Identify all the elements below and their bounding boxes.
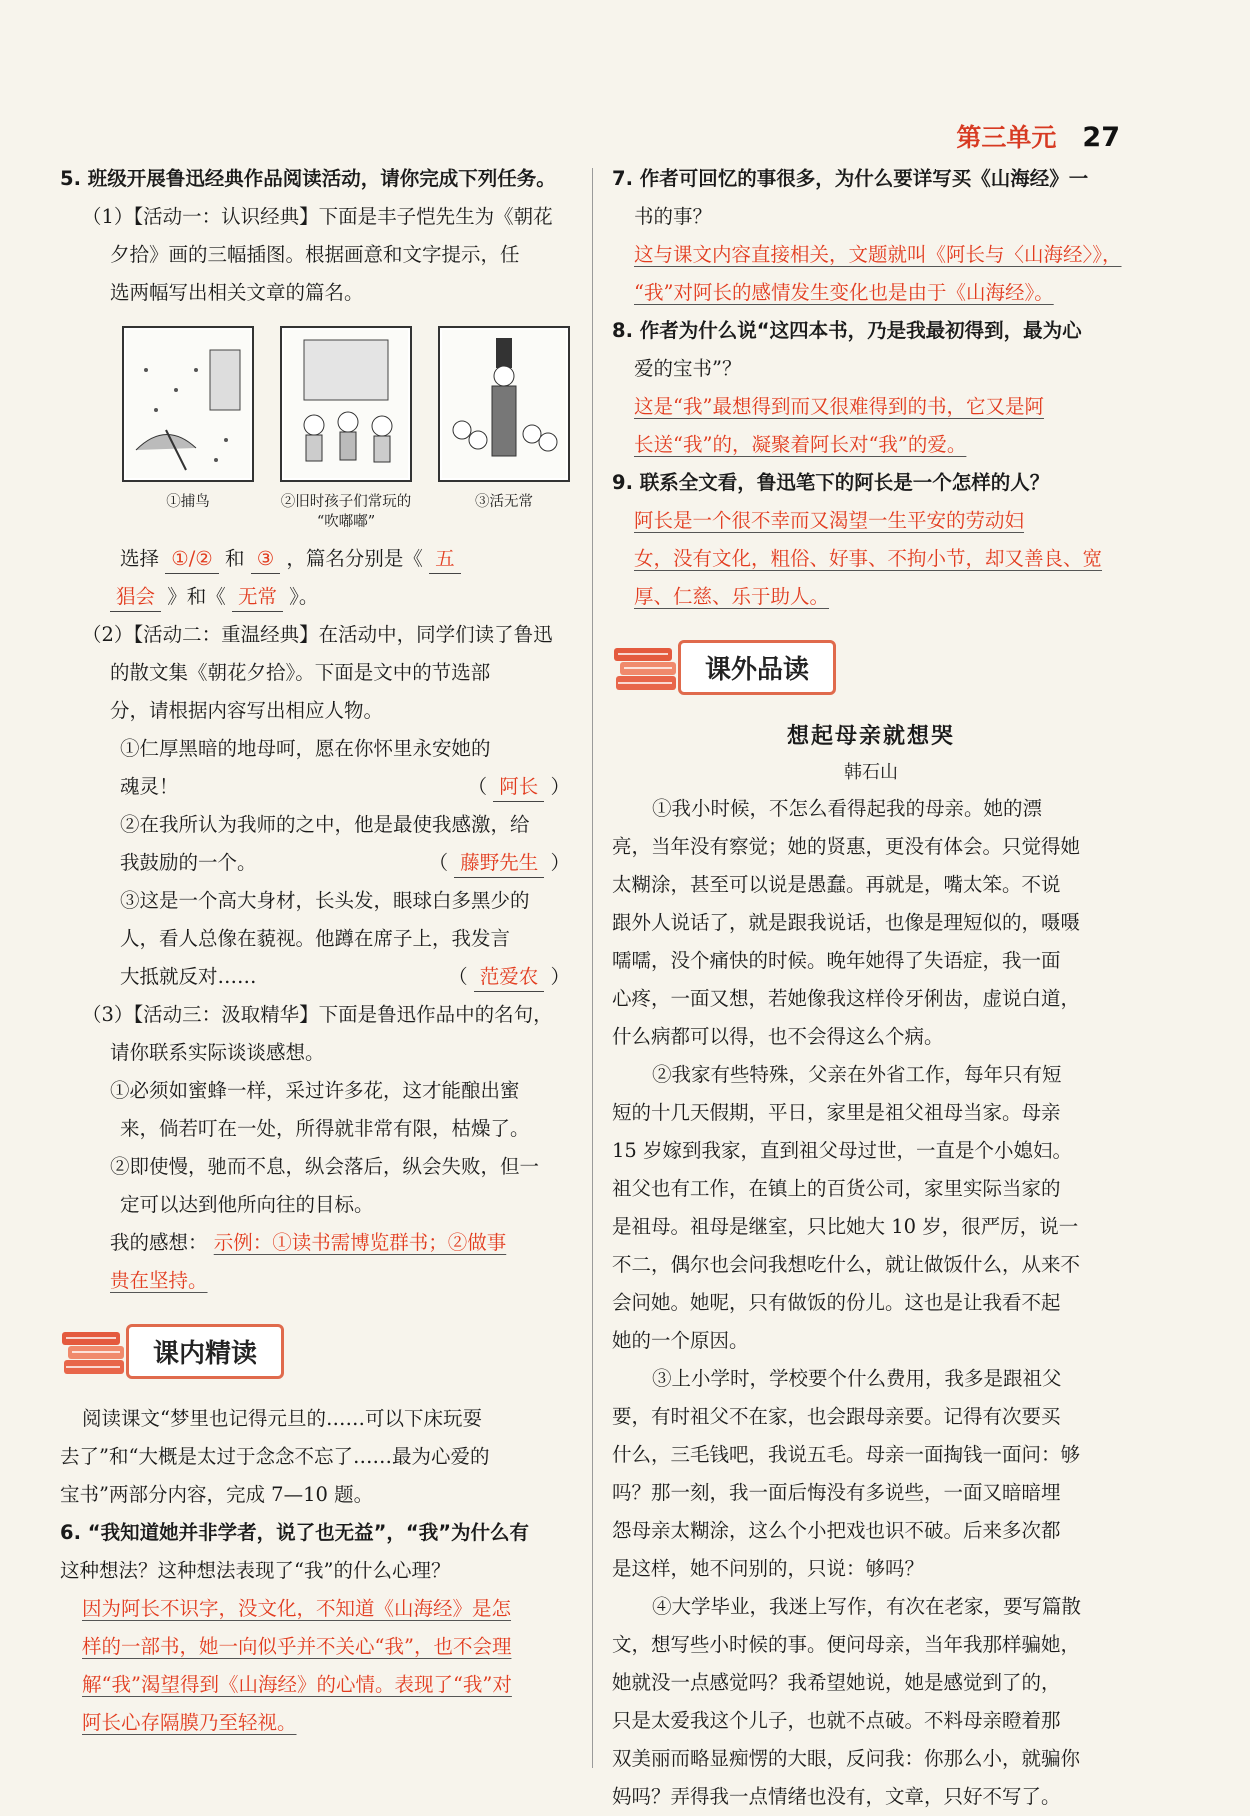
answer-blank: 范爱农: [474, 963, 545, 992]
article-line: 什么，三毛钱吧，我说五毛。母亲一面掏钱一面问：够: [612, 1443, 1081, 1466]
q5-activity1-line: 夕拾》画的三幅插图。根据画意和文字提示，任: [110, 243, 520, 266]
text: 大抵就反对……: [120, 965, 257, 988]
answer-blank: 藤野先生: [454, 849, 544, 878]
answer-text: 解“我”渴望得到《山海经》的心情。表现了“我”对: [82, 1673, 512, 1696]
answer-paren: （ 范爱农 ）: [448, 958, 570, 996]
feeling-line: [60, 1224, 570, 1262]
answer-text: 示例：①读书需博览群书；②做事: [213, 1231, 507, 1254]
unit-title: 第三单元: [956, 123, 1057, 152]
illustration-row: [122, 326, 570, 532]
answer-paren: （ 藤野先生 ）: [429, 844, 570, 882]
q5-activity2-line: 分，请根据内容写出相应人物。: [110, 699, 384, 722]
intro-line: 阅读课文“梦里也记得元旦的……可以下床玩耍: [82, 1407, 482, 1430]
answer-blank: ③: [251, 545, 280, 574]
text: 和: [224, 547, 245, 570]
column-divider: [592, 168, 593, 1768]
left-column: [60, 160, 570, 1742]
answer-blank: 五: [429, 545, 461, 574]
article-line: 怨母亲太糊涂，这么个小把戏也识不破。后来多次都: [612, 1519, 1061, 1542]
article-line: 她就没一点感觉吗？我希望她说，她是感觉到了的，: [612, 1671, 1061, 1694]
illustration-figure: [438, 326, 570, 532]
q8-stem: 爱的宝书”？: [634, 357, 742, 380]
q5-activity3-line: （3）【活动三：汲取精华】下面是鲁迅作品中的名句，: [82, 1003, 553, 1026]
illustration-children-playing: [280, 326, 412, 482]
article-line: ③上小学时，学校要个什么费用，我多是跟祖父: [652, 1367, 1062, 1390]
article-line: 15 岁嫁到我家，直到祖父母过世，一直是个小媳妇。: [612, 1139, 1073, 1162]
article-line: 她的一个原因。: [612, 1329, 749, 1352]
answer-text: 长送“我”的，凝聚着阿长对“我”的爱。: [634, 433, 967, 456]
answer-blank: ①/②: [165, 545, 219, 574]
quote-line: 人，看人总像在藐视。他蹲在席子上，我发言: [120, 927, 511, 950]
article-line: 跟外人说话了，就是跟我说话，也像是理短似的，嗫嗫: [612, 911, 1081, 934]
illustration-caption: ①捕鸟: [166, 494, 210, 510]
quote-line: 定可以达到他所向往的目标。: [120, 1193, 374, 1216]
illustration-figure: [280, 326, 412, 532]
books-icon: [612, 636, 682, 700]
answer-blank: 阿长: [493, 773, 544, 802]
answer-paren: （ 阿长 ）: [468, 768, 570, 806]
illustration-caption: ③活无常: [475, 494, 533, 510]
article-line: 吗？那一刻，我一面后悔没有多说些，一面又暗暗埋: [612, 1481, 1061, 1504]
article-line: 只是太爱我这个儿子，也就不点破。不料母亲瞪着那: [612, 1709, 1061, 1732]
text: 我鼓励的一个。: [120, 851, 257, 874]
feeling-line: [60, 1262, 570, 1300]
q6-answer: [60, 1590, 570, 1628]
article-line: 太糊涂，甚至可以说是愚蠢。再就是，嘴太笨。不说: [612, 873, 1061, 896]
answer-text: “我”对阿长的感情发生变化也是由于《山海经》。: [634, 281, 1054, 304]
q6-stem: 6. “我知道她并非学者，说了也无益”，“我”为什么有: [60, 1521, 530, 1544]
text: ，篇名分别是《: [286, 547, 423, 570]
section-title: 课外品读: [678, 640, 836, 695]
article-line: 什么病都可以得，也不会得这么个病。: [612, 1025, 944, 1048]
q5-activity2-line: （2）【活动二：重温经典】在活动中，同学们读了鲁迅: [82, 623, 553, 646]
intro-line: 去了”和“大概是太过于念念不忘了……最为心爱的: [60, 1445, 490, 1468]
article-line: 要，有时祖父不在家，也会跟母亲要。记得有次要买: [612, 1405, 1061, 1428]
article-line: 是这样，她不问别的，只说：够吗？: [612, 1557, 925, 1580]
article-title: 想起母亲就想哭: [786, 723, 955, 749]
quote-line: [60, 958, 570, 996]
q9-answer: [612, 502, 1130, 540]
quote-line: ③这是一个高大身材，长头发，眼球白多黑少的: [120, 889, 530, 912]
answer-blank: 猖会: [110, 583, 161, 612]
article-body: [612, 790, 1130, 1816]
q8-answer: [612, 426, 1130, 464]
q6-answer: [60, 1666, 570, 1704]
q7-stem: 书的事？: [634, 205, 713, 228]
quote-line: 来，倘若叮在一处，所得就非常有限，枯燥了。: [120, 1117, 530, 1140]
article-line: 双美丽而略显痴愣的大眼，反问我：你那么小，就骗你: [612, 1747, 1081, 1770]
q5-activity1-line: 选两幅写出相关文章的篇名。: [110, 281, 364, 304]
section-banner-inner: [60, 1314, 570, 1392]
q7-answer: [612, 236, 1130, 274]
illustration-caption-line: ②旧时孩子们常玩的: [280, 494, 412, 510]
quote-line: [60, 768, 570, 806]
q6-stem: 这种想法？这种想法表现了“我”的什么心理？: [60, 1559, 451, 1582]
quote-line: ①必须如蜜蜂一样，采过许多花，这才能酿出蜜: [110, 1079, 520, 1102]
article-line: 会问她。她呢，只有做饭的份儿。这也是让我看不起: [612, 1291, 1061, 1314]
answer-text: 样的一部书，她一向似乎并不关心“我”，也不会理: [82, 1635, 512, 1658]
answer-text: 这与课文内容直接相关，文题就叫《阿长与〈山海经〉》，: [634, 243, 1122, 266]
answer-text: 因为阿长不识字，没文化，不知道《山海经》是怎: [82, 1597, 512, 1620]
article-line: 文，想写些小时候的事。便问母亲，当年我那样骗她，: [612, 1633, 1081, 1656]
answer-text: 这是“我”最想得到而又很难得到的书，它又是阿: [634, 395, 1044, 418]
text: 》。: [289, 585, 319, 608]
text: 魂灵！: [120, 775, 179, 798]
text: 我的感想：: [110, 1231, 208, 1254]
books-icon: [60, 1320, 130, 1384]
page-header: [956, 118, 1120, 154]
answer-text: 女，没有文化，粗俗、好事、不拘小节，却又善良、宽: [634, 547, 1103, 570]
q5-activity1-line: （1）【活动一：认识经典】下面是丰子恺先生为《朝花: [82, 205, 553, 228]
article-line: 妈吗？弄得我一点情绪也没有，文章，只好不写了。: [612, 1785, 1061, 1808]
article-line: ②我家有些特殊，父亲在外省工作，每年只有短: [652, 1063, 1062, 1086]
article-line: 不二，偶尔也会问我想吃什么，就让做饭什么，从来不: [612, 1253, 1081, 1276]
article-line: 短的十几天假期，平日，家里是祖父祖母当家。母亲: [612, 1101, 1061, 1124]
section-banner-outer: [612, 630, 1130, 708]
q6-answer: [60, 1704, 570, 1742]
article-line: 心疼，一面又想，若她像我这样伶牙俐齿，虚说白道，: [612, 987, 1081, 1010]
q5-activity2-line: 的散文集《朝花夕拾》。下面是文中的节选部: [110, 661, 491, 684]
section-title: 课内精读: [126, 1324, 284, 1379]
answer-text: 阿长是一个很不幸而又渴望一生平安的劳动妇: [634, 509, 1025, 532]
text: 》和《: [167, 585, 226, 608]
quote-line: ②在我所认为我师的之中，他是最使我感激，给: [120, 813, 530, 836]
article-line: 嚅嚅，没个痛快的时候。晚年她得了失语症，我一面: [612, 949, 1061, 972]
q5-stem: 5. 班级开展鲁迅经典作品阅读活动，请你完成下列任务。: [60, 167, 556, 190]
right-column: [612, 160, 1130, 1816]
article-author: 韩石山: [844, 762, 898, 783]
q8-stem: 8. 作者为什么说“这四本书，乃是我最初得到，最为心: [612, 319, 1082, 342]
intro-line: 宝书”两部分内容，完成 7—10 题。: [60, 1483, 374, 1506]
quote-line: [60, 844, 570, 882]
answer-text: 贵在坚持。: [110, 1269, 208, 1292]
q9-answer: [612, 540, 1130, 578]
illustration-figure: [122, 326, 254, 532]
illustration-bird-catching: [122, 326, 254, 482]
illustration-wuchang: [438, 326, 570, 482]
q9-answer: [612, 578, 1130, 616]
q7-answer: [612, 274, 1130, 312]
illustration-caption: [280, 492, 412, 532]
q5-activity3-line: 请你联系实际谈谈感想。: [110, 1041, 325, 1064]
article-line: ④大学毕业，我迷上写作，有次在老家，要写篇散: [652, 1595, 1082, 1618]
answer-blank: 无常: [232, 583, 283, 612]
q6-answer: [60, 1628, 570, 1666]
illustration-caption-line: “吹嘟嘟”: [316, 514, 376, 530]
text: 选择: [120, 547, 160, 570]
quote-line: ②即使慢，驰而不息，纵会落后，纵会失败，但一: [110, 1155, 540, 1178]
page-number: 27: [1082, 122, 1120, 153]
article-line: 是祖母。祖母是继室，只比她大 10 岁，很严厉，说一: [612, 1215, 1079, 1238]
quote-line: ①仁厚黑暗的地母呵，愿在你怀里永安她的: [120, 737, 491, 760]
q8-answer: [612, 388, 1130, 426]
article-line: ①我小时候，不怎么看得起我的母亲。她的漂: [652, 797, 1043, 820]
article-line: 亮，当年没有察觉；她的贤惠，更没有体会。只觉得她: [612, 835, 1081, 858]
article-line: 祖父也有工作，在镇上的百货公司，家里实际当家的: [612, 1177, 1061, 1200]
q5-select-line: [60, 540, 570, 578]
answer-text: 阿长心存隔膜乃至轻视。: [82, 1711, 297, 1734]
q9-stem: 9. 联系全文看，鲁迅笔下的阿长是一个怎样的人？: [612, 471, 1050, 494]
q7-stem: 7. 作者可回忆的事很多，为什么要详写买《山海经》一: [612, 167, 1089, 190]
q5-select-line: [60, 578, 570, 616]
answer-text: 厚、仁慈、乐于助人。: [634, 585, 830, 608]
